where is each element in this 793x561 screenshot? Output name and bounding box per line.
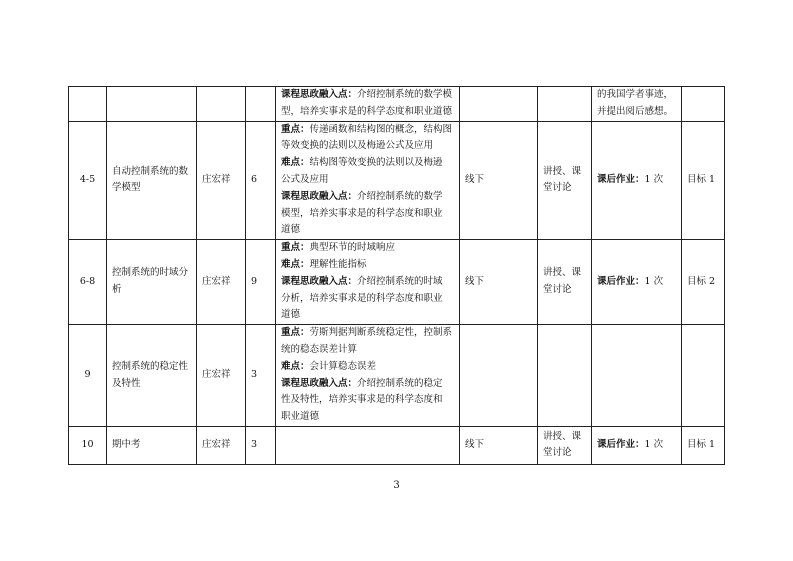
mode-cell: 线下 xyxy=(460,426,538,464)
content-line xyxy=(281,206,454,223)
bold-label: 课后作业： xyxy=(597,275,645,287)
topic-cell xyxy=(107,87,197,122)
content-line xyxy=(281,240,454,257)
text-run: 型，培养实事求是的科学态度和职业道德 xyxy=(281,105,453,117)
method-line: 讲授、课 xyxy=(543,165,582,177)
method-line: 堂讨论 xyxy=(543,182,572,194)
method-cell xyxy=(538,121,592,240)
content-line xyxy=(281,274,454,291)
week-cell: 10 xyxy=(69,426,107,464)
homework-line xyxy=(597,104,676,121)
text-run: 并提出阅后感想。 xyxy=(597,105,674,117)
content-line xyxy=(281,307,454,324)
homework-cell xyxy=(592,121,682,240)
topic-line: 自动控制系统的数 xyxy=(112,165,189,177)
content-line xyxy=(281,138,454,155)
bold-label: 课程思政融入点： xyxy=(281,275,358,287)
table-row xyxy=(69,325,725,427)
topic-cell xyxy=(107,121,197,240)
homework-line xyxy=(597,172,676,189)
content-line xyxy=(281,122,454,139)
topic-line: 控制系统的稳定性 xyxy=(112,360,189,372)
text-run: 理解性能指标 xyxy=(309,258,367,270)
text-run: 会计算稳态误差 xyxy=(309,360,377,372)
bold-label: 课后作业： xyxy=(597,439,645,451)
homework-line xyxy=(597,274,676,291)
target-cell: 目标 2 xyxy=(682,240,725,325)
course-schedule-table xyxy=(68,86,725,465)
mode-cell: 线下 xyxy=(460,121,538,240)
topic-line: 期中考 xyxy=(112,439,141,451)
content-line xyxy=(281,376,454,393)
text-run: 传递函数和结构图的概念，结构图 xyxy=(309,123,453,135)
text-run: 1 次 xyxy=(644,275,664,287)
homework-cell xyxy=(592,325,682,427)
target-cell: 目标 1 xyxy=(682,121,725,240)
homework-cell xyxy=(592,87,682,122)
topic-cell xyxy=(107,325,197,427)
text-run: 模型，培养实事求是的科学态度和职业 xyxy=(281,207,443,219)
content-line xyxy=(281,342,454,359)
content-line xyxy=(281,291,454,308)
bold-label: 课程思政融入点： xyxy=(281,190,358,202)
text-run: 劳斯判据判断系统稳定性，控制系 xyxy=(309,327,453,339)
topic-line: 及特性 xyxy=(112,377,141,389)
content-cell xyxy=(276,426,460,464)
content-line xyxy=(281,155,454,172)
bold-label: 重点： xyxy=(281,242,310,254)
target-cell: 目标 1 xyxy=(682,426,725,464)
homework-cell xyxy=(592,240,682,325)
content-cell xyxy=(276,325,460,427)
content-line xyxy=(281,325,454,342)
teacher-cell: 庄宏祥 xyxy=(197,325,246,427)
homework-line xyxy=(597,87,676,104)
content-cell xyxy=(276,87,460,122)
method-cell xyxy=(538,325,592,427)
topic-line: 控制系统的时域分 xyxy=(112,267,189,279)
hours-cell: 3 xyxy=(246,426,276,464)
week-cell: 6-8 xyxy=(69,240,107,325)
target-cell xyxy=(682,87,725,122)
table-row xyxy=(69,426,725,464)
content-cell xyxy=(276,240,460,325)
content-line xyxy=(281,104,454,121)
table-row xyxy=(69,87,725,122)
page-number: 3 xyxy=(393,480,400,491)
target-cell xyxy=(682,325,725,427)
hours-cell: 3 xyxy=(246,325,276,427)
bold-label: 难点： xyxy=(281,360,310,372)
content-line xyxy=(281,392,454,409)
bold-label: 难点： xyxy=(281,258,310,270)
bold-label: 重点： xyxy=(281,327,310,339)
text-run: 分析，培养实事求是的科学态度和职业 xyxy=(281,292,443,304)
method-line: 讲授、课 xyxy=(543,430,582,442)
method-cell xyxy=(538,240,592,325)
text-run: 介绍控制系统的数学 xyxy=(357,190,443,202)
bold-label: 重点： xyxy=(281,123,310,135)
topic-cell xyxy=(107,426,197,464)
text-run: 统的稳态误差计算 xyxy=(281,343,358,355)
topic-cell xyxy=(107,240,197,325)
text-run: 结构图等效变换的法则以及梅逊 xyxy=(309,157,443,169)
text-run: 职业道德 xyxy=(281,411,320,423)
teacher-cell: 庄宏祥 xyxy=(197,240,246,325)
week-cell: 9 xyxy=(69,325,107,427)
text-run: 公式及应用 xyxy=(281,173,329,185)
teacher-cell: 庄宏祥 xyxy=(197,426,246,464)
text-run: 介绍控制系统的数学模 xyxy=(357,89,453,100)
hours-cell: 9 xyxy=(246,240,276,325)
method-cell xyxy=(538,426,592,464)
content-line xyxy=(281,172,454,189)
homework-line xyxy=(597,437,676,454)
mode-cell xyxy=(460,87,538,122)
content-line xyxy=(281,257,454,274)
text-run: 道德 xyxy=(281,309,301,321)
teacher-cell: 庄宏祥 xyxy=(197,121,246,240)
method-cell xyxy=(538,87,592,122)
week-cell: 4-5 xyxy=(69,121,107,240)
content-line xyxy=(281,409,454,426)
text-run: 典型环节的时域响应 xyxy=(309,242,396,254)
text-run: 1 次 xyxy=(644,439,664,451)
text-run: 性及特性，培养实事求是的科学态度和 xyxy=(281,394,443,406)
hours-cell: 6 xyxy=(246,121,276,240)
bold-label: 课程思政融入点： xyxy=(281,89,358,100)
content-line xyxy=(281,189,454,206)
text-run: 道德 xyxy=(281,224,301,236)
method-line: 堂讨论 xyxy=(543,447,572,459)
mode-cell: 线下 xyxy=(460,240,538,325)
bold-label: 课后作业： xyxy=(597,173,645,185)
bold-label: 难点： xyxy=(281,157,310,169)
text-run: 介绍控制系统的稳定 xyxy=(357,377,443,389)
bold-label: 课程思政融入点： xyxy=(281,377,358,389)
method-line: 堂讨论 xyxy=(543,284,572,296)
hours-cell xyxy=(246,87,276,122)
content-line xyxy=(281,222,454,239)
teacher-cell xyxy=(197,87,246,122)
table-row xyxy=(69,121,725,240)
method-line: 讲授、课 xyxy=(543,267,582,279)
homework-cell xyxy=(592,426,682,464)
topic-line: 学模型 xyxy=(112,182,141,194)
text-run: 等效变换的法则以及梅逊公式及应用 xyxy=(281,140,434,152)
text-run: 1 次 xyxy=(644,173,664,185)
text-run: 的我国学者事迹， xyxy=(597,89,674,100)
content-line xyxy=(281,359,454,376)
text-run: 介绍控制系统的时域 xyxy=(357,275,443,287)
table-row xyxy=(69,240,725,325)
mode-cell xyxy=(460,325,538,427)
content-cell xyxy=(276,121,460,240)
content-line xyxy=(281,87,454,104)
week-cell xyxy=(69,87,107,122)
topic-line: 析 xyxy=(112,284,122,296)
